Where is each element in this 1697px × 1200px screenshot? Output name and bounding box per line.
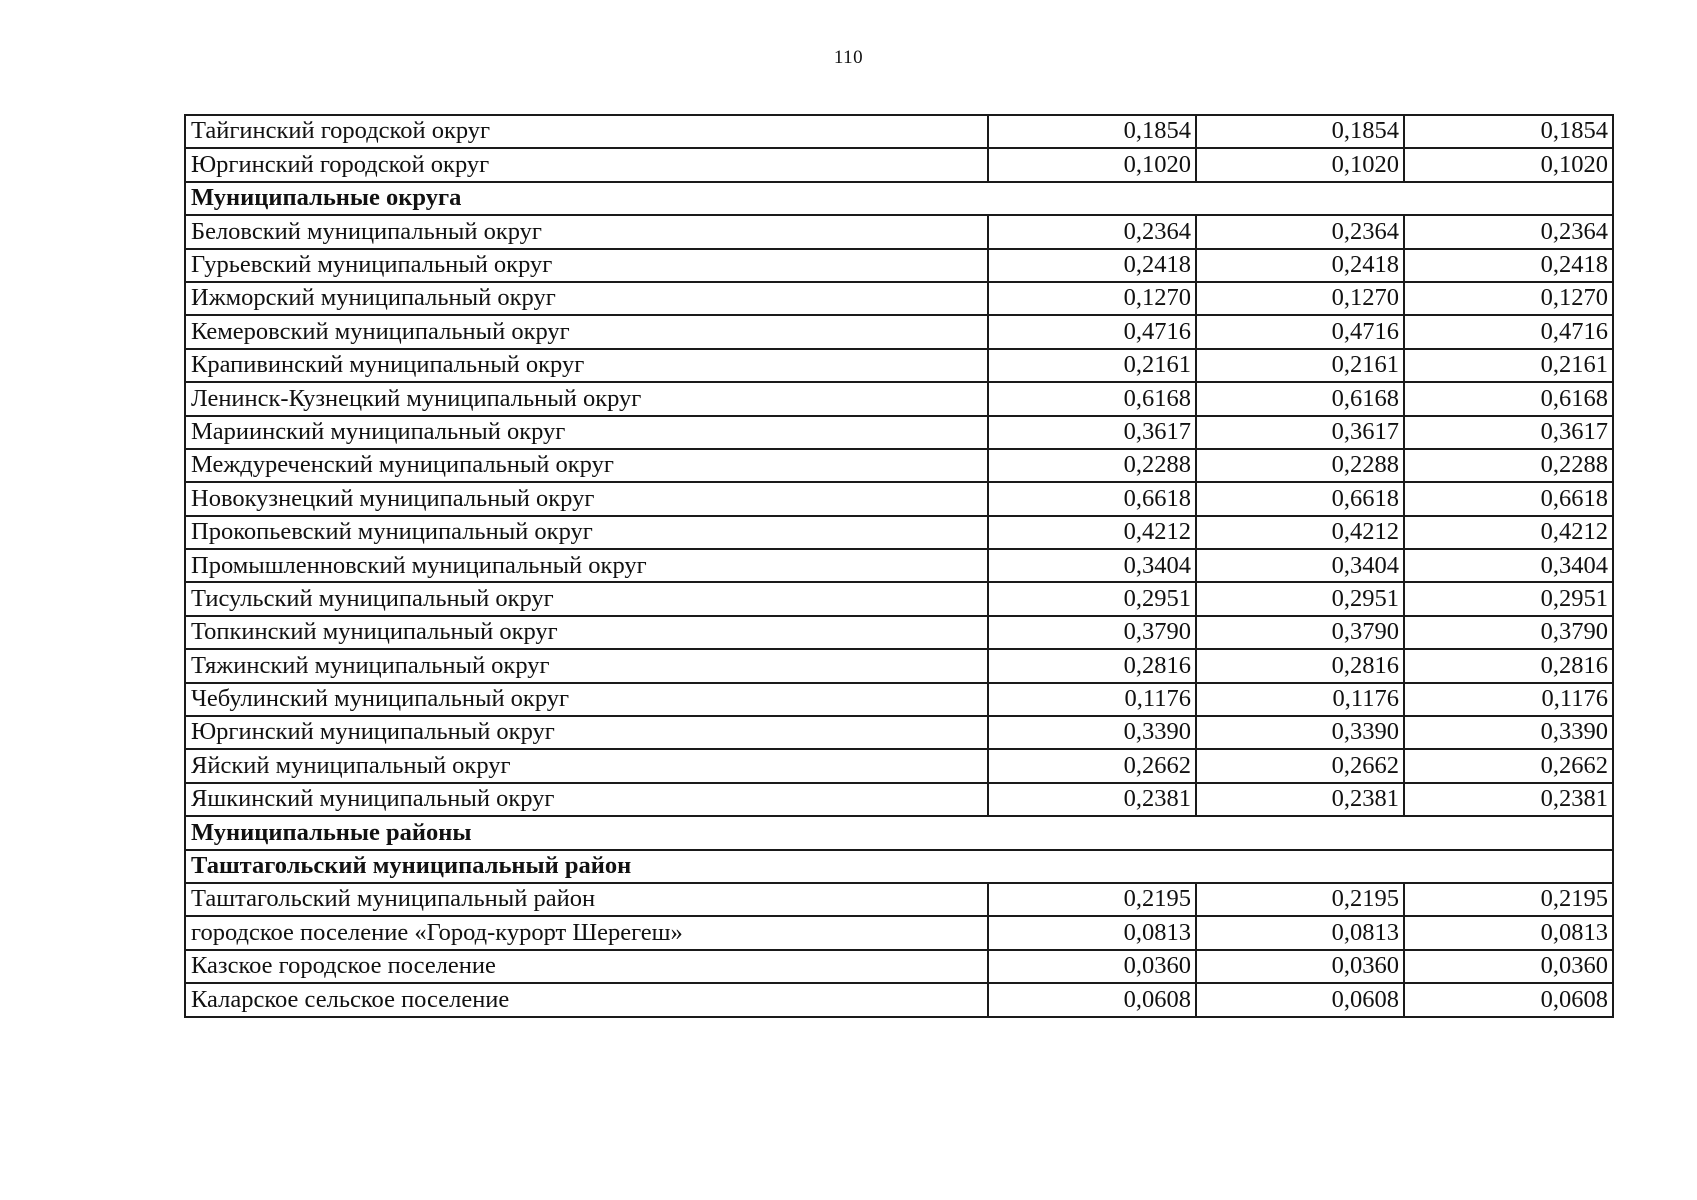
section-header: Таштагольский муниципальный район xyxy=(185,850,1613,883)
value-cell-2: 0,3617 xyxy=(1196,416,1404,449)
table-row xyxy=(185,115,1613,148)
value-cell-1: 0,2195 xyxy=(988,883,1196,916)
value-cell-2: 0,3390 xyxy=(1196,716,1404,749)
value-cell-3: 0,0360 xyxy=(1404,950,1613,983)
value-cell-2: 0,0813 xyxy=(1196,916,1404,949)
value-cell-2: 0,2161 xyxy=(1196,349,1404,382)
territory-name-cell: Ижморский муниципальный округ xyxy=(185,282,988,315)
table-row xyxy=(185,950,1613,983)
table-row xyxy=(185,215,1613,248)
section-header-row xyxy=(185,816,1613,849)
value-cell-1: 0,2418 xyxy=(988,249,1196,282)
page-number: 110 xyxy=(833,47,864,68)
table-row xyxy=(185,382,1613,415)
table-row xyxy=(185,716,1613,749)
value-cell-2: 0,2381 xyxy=(1196,783,1404,816)
value-cell-2: 0,3404 xyxy=(1196,549,1404,582)
value-cell-3: 0,2288 xyxy=(1404,449,1613,482)
territory-name-cell: Мариинский муниципальный округ xyxy=(185,416,988,449)
territory-name-cell: Яшкинский муниципальный округ xyxy=(185,783,988,816)
value-cell-3: 0,2195 xyxy=(1404,883,1613,916)
value-cell-3: 0,6618 xyxy=(1404,482,1613,515)
value-cell-3: 0,2381 xyxy=(1404,783,1613,816)
value-cell-3: 0,0813 xyxy=(1404,916,1613,949)
value-cell-2: 0,2662 xyxy=(1196,749,1404,782)
value-cell-3: 0,1020 xyxy=(1404,148,1613,181)
value-cell-2: 0,1176 xyxy=(1196,683,1404,716)
value-cell-2: 0,6168 xyxy=(1196,382,1404,415)
value-cell-2: 0,2195 xyxy=(1196,883,1404,916)
territory-name-cell: Тисульский муниципальный округ xyxy=(185,582,988,615)
value-cell-1: 0,2662 xyxy=(988,749,1196,782)
value-cell-3: 0,3790 xyxy=(1404,616,1613,649)
value-cell-3: 0,2418 xyxy=(1404,249,1613,282)
table-row xyxy=(185,883,1613,916)
territory-name-cell: Чебулинский муниципальный округ xyxy=(185,683,988,716)
section-header-row xyxy=(185,182,1613,215)
value-cell-1: 0,3617 xyxy=(988,416,1196,449)
section-header: Муниципальные районы xyxy=(185,816,1613,849)
value-cell-1: 0,3790 xyxy=(988,616,1196,649)
territory-name-cell: Тяжинский муниципальный округ xyxy=(185,649,988,682)
table-row xyxy=(185,783,1613,816)
value-cell-3: 0,0608 xyxy=(1404,983,1613,1016)
territory-name-cell: Таштагольский муниципальный район xyxy=(185,883,988,916)
table-row xyxy=(185,916,1613,949)
value-cell-3: 0,4212 xyxy=(1404,516,1613,549)
table-row xyxy=(185,482,1613,515)
value-cell-3: 0,1176 xyxy=(1404,683,1613,716)
territory-name-cell: Прокопьевский муниципальный округ xyxy=(185,516,988,549)
territory-name-cell: Промышленновский муниципальный округ xyxy=(185,549,988,582)
table-row xyxy=(185,683,1613,716)
value-cell-3: 0,6168 xyxy=(1404,382,1613,415)
territory-name-cell: Топкинский муниципальный округ xyxy=(185,616,988,649)
table-row xyxy=(185,749,1613,782)
territory-name-cell: Междуреченский муниципальный округ xyxy=(185,449,988,482)
value-cell-3: 0,2364 xyxy=(1404,215,1613,248)
value-cell-2: 0,2816 xyxy=(1196,649,1404,682)
table-row xyxy=(185,516,1613,549)
table-row xyxy=(185,349,1613,382)
value-cell-1: 0,6618 xyxy=(988,482,1196,515)
territory-name-cell: Гурьевский муниципальный округ xyxy=(185,249,988,282)
value-cell-2: 0,2364 xyxy=(1196,215,1404,248)
value-cell-2: 0,2951 xyxy=(1196,582,1404,615)
table-row xyxy=(185,649,1613,682)
value-cell-1: 0,2951 xyxy=(988,582,1196,615)
value-cell-2: 0,3790 xyxy=(1196,616,1404,649)
value-cell-2: 0,1270 xyxy=(1196,282,1404,315)
table-row xyxy=(185,983,1613,1016)
table-body xyxy=(185,115,1613,1017)
value-cell-2: 0,1854 xyxy=(1196,115,1404,148)
territory-name-cell: Казское городское поселение xyxy=(185,950,988,983)
value-cell-1: 0,3404 xyxy=(988,549,1196,582)
value-cell-1: 0,4716 xyxy=(988,315,1196,348)
territory-name-cell: Беловский муниципальный округ xyxy=(185,215,988,248)
table-row xyxy=(185,282,1613,315)
value-cell-1: 0,1854 xyxy=(988,115,1196,148)
territory-name-cell: Тайгинский городской округ xyxy=(185,115,988,148)
value-cell-1: 0,3390 xyxy=(988,716,1196,749)
value-cell-1: 0,0813 xyxy=(988,916,1196,949)
territory-name-cell: Ленинск-Кузнецкий муниципальный округ xyxy=(185,382,988,415)
value-cell-2: 0,2418 xyxy=(1196,249,1404,282)
value-cell-1: 0,6168 xyxy=(988,382,1196,415)
value-cell-3: 0,3617 xyxy=(1404,416,1613,449)
value-cell-2: 0,4212 xyxy=(1196,516,1404,549)
value-cell-2: 0,2288 xyxy=(1196,449,1404,482)
value-cell-2: 0,0360 xyxy=(1196,950,1404,983)
table-row xyxy=(185,148,1613,181)
value-cell-1: 0,2364 xyxy=(988,215,1196,248)
value-cell-2: 0,6618 xyxy=(1196,482,1404,515)
table-row xyxy=(185,449,1613,482)
value-cell-1: 0,0360 xyxy=(988,950,1196,983)
section-header-row xyxy=(185,850,1613,883)
value-cell-3: 0,1270 xyxy=(1404,282,1613,315)
value-cell-3: 0,1854 xyxy=(1404,115,1613,148)
value-cell-1: 0,1176 xyxy=(988,683,1196,716)
value-cell-1: 0,0608 xyxy=(988,983,1196,1016)
value-cell-1: 0,1020 xyxy=(988,148,1196,181)
coefficients-table xyxy=(184,114,1614,1018)
territory-name-cell: Яйский муниципальный округ xyxy=(185,749,988,782)
value-cell-1: 0,2161 xyxy=(988,349,1196,382)
value-cell-3: 0,2161 xyxy=(1404,349,1613,382)
value-cell-2: 0,0608 xyxy=(1196,983,1404,1016)
section-header: Муниципальные округа xyxy=(185,182,1613,215)
value-cell-3: 0,3404 xyxy=(1404,549,1613,582)
value-cell-2: 0,1020 xyxy=(1196,148,1404,181)
territory-name-cell: Юргинский городской округ xyxy=(185,148,988,181)
territory-name-cell: Кемеровский муниципальный округ xyxy=(185,315,988,348)
territory-name-cell: Новокузнецкий муниципальный округ xyxy=(185,482,988,515)
territory-name-cell: городское поселение «Город-курорт Шерегеш» xyxy=(185,916,988,949)
territory-name-cell: Каларское сельское поселение xyxy=(185,983,988,1016)
value-cell-3: 0,2662 xyxy=(1404,749,1613,782)
table-row xyxy=(185,582,1613,615)
value-cell-3: 0,2816 xyxy=(1404,649,1613,682)
table-row xyxy=(185,549,1613,582)
territory-name-cell: Крапивинский муниципальный округ xyxy=(185,349,988,382)
value-cell-2: 0,4716 xyxy=(1196,315,1404,348)
territory-name-cell: Юргинский муниципальный округ xyxy=(185,716,988,749)
table-row xyxy=(185,616,1613,649)
value-cell-3: 0,2951 xyxy=(1404,582,1613,615)
value-cell-1: 0,2288 xyxy=(988,449,1196,482)
value-cell-1: 0,1270 xyxy=(988,282,1196,315)
value-cell-1: 0,2816 xyxy=(988,649,1196,682)
table-row xyxy=(185,249,1613,282)
table-row xyxy=(185,416,1613,449)
value-cell-3: 0,4716 xyxy=(1404,315,1613,348)
table-row xyxy=(185,315,1613,348)
value-cell-3: 0,3390 xyxy=(1404,716,1613,749)
value-cell-1: 0,2381 xyxy=(988,783,1196,816)
value-cell-1: 0,4212 xyxy=(988,516,1196,549)
